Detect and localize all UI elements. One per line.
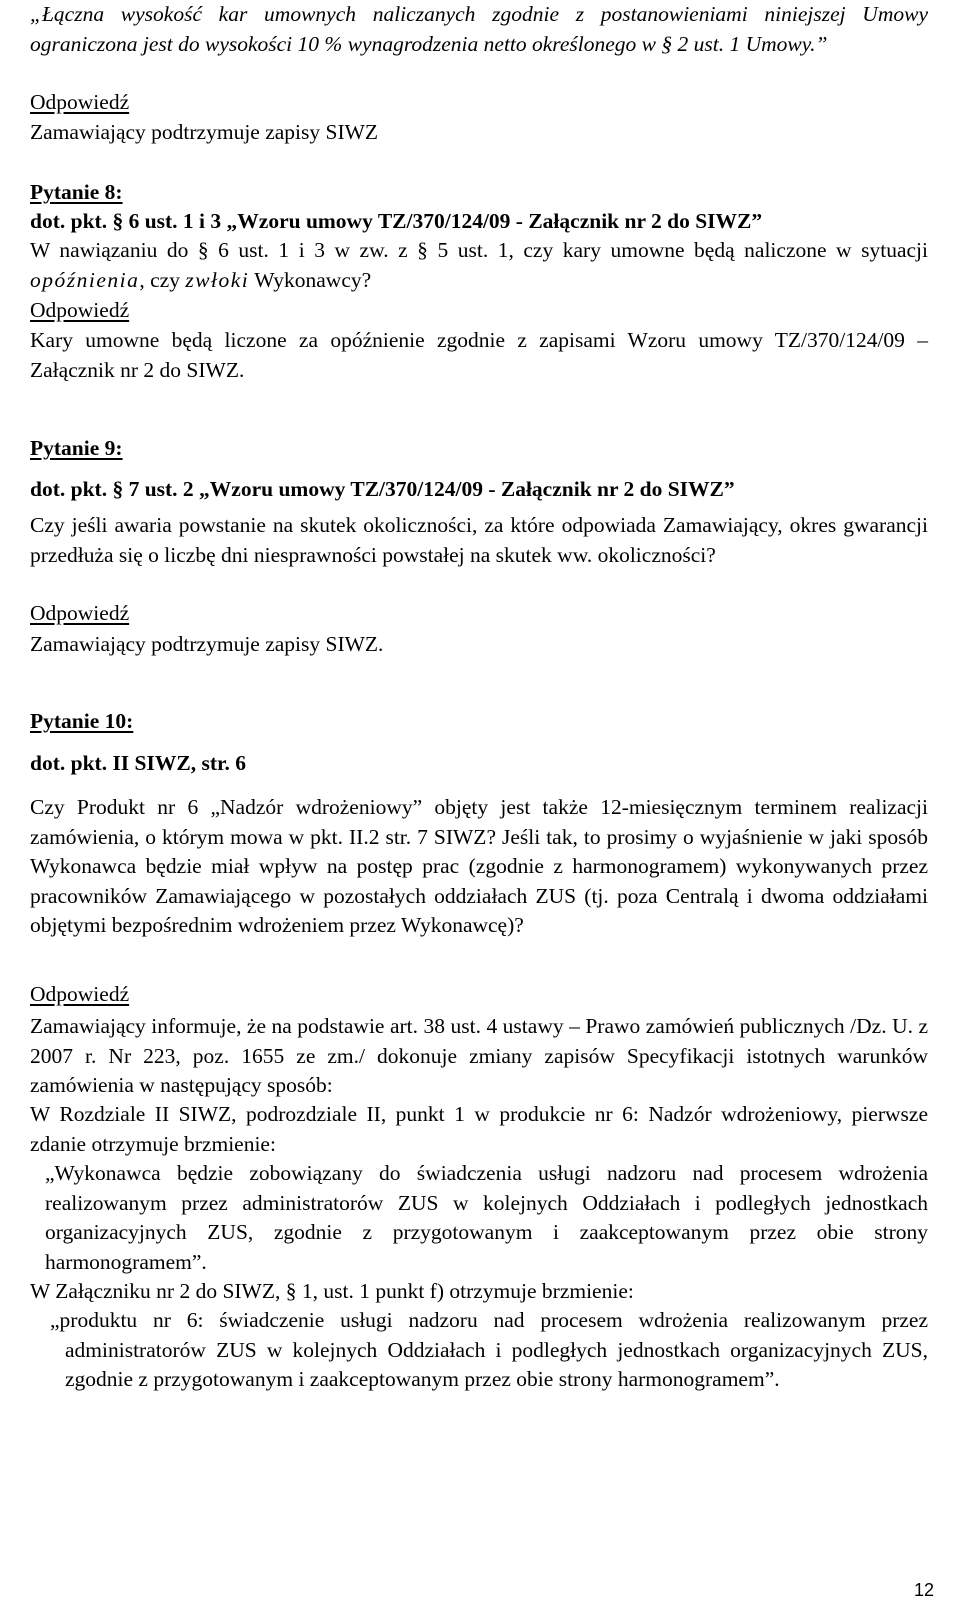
answer-10-paragraph-3: W Załączniku nr 2 do SIWZ, § 1, ust. 1 punkt f) otrzymuje brzmienie: [30, 1279, 634, 1303]
intro-quote: „Łączna wysokość kar umownych naliczanych zgodnie z postanowieniami niniejszej Umowy ograniczona jest do wysokości 10 % wynagrodzenia netto określonego w § 2 ust. 1 Umowy.” [30, 2, 928, 56]
question-10-heading: Pytanie 10: [30, 709, 134, 733]
question-8-heading: Pytanie 8: [30, 180, 123, 204]
question-8-reference: dot. pkt. § 6 ust. 1 i 3 „Wzoru umowy TZ/370/124/09 - Załącznik nr 2 do SIWZ” [30, 209, 763, 233]
question-9-text: Czy jeśli awaria powstanie na skutek okoliczności, za które odpowiada Zamawiający, okres gwarancji przedłuża się o liczbę dni niesprawności powstałej na skutek ww. okoliczności? [30, 513, 928, 567]
answer-10-quote-2: „produktu nr 6: świadczenie usługi nadzoru nad procesem wdrożenia realizowanym przez administratorów ZUS w kolejnych Oddziałach i podległych jednostkach organizacyjnych ZUS, zgodnie z przygotowanym i zaakceptowanym przez obie strony harmonogramem”. [50, 1308, 928, 1391]
page-number: 12 [913, 1580, 934, 1600]
question-8-text [30, 236, 928, 295]
answer-10-paragraph-2: W Rozdziale II SIWZ, podrozdziale II, punkt 1 w produkcie nr 6: Nadzór wdrożeniowy, pierwsze zdanie otrzymuje brzmienie: [30, 1102, 928, 1156]
question-8-emphasis-default: zwłoki [185, 267, 250, 292]
answer-label-9: Odpowiedź [30, 601, 130, 625]
answer-10-paragraph-1: Zamawiający informuje, że na podstawie art. 38 ust. 4 ustawy – Prawo zamówień publicznych /Dz. U. z 2007 r. Nr 223, poz. 1655 ze zm./ dokonuje zmiany zapisów Specyfikacji istotnych warunków zamówienia w następujący sposób: [30, 1014, 928, 1097]
answer-7: Zamawiający podtrzymuje zapisy SIWZ [30, 120, 379, 144]
answer-10-quote-1: „Wykonawca będzie zobowiązany do świadczenia usługi nadzoru nad procesem wdrożenia realizowanym przez administratorów ZUS w kolejnych Oddziałach i podległych jednostkach organizacyjnych ZUS, zgodnie z przygotowanym i zaakceptowanym przez obie strony harmonogramem”. [45, 1161, 928, 1274]
question-8-text-part: W nawiązaniu do § 6 ust. 1 i 3 w zw. z § 5 ust. 1, czy kary umowne będą naliczone w sytuacji [30, 238, 928, 262]
answer-label-7: Odpowiedź [30, 90, 130, 114]
question-8-emphasis-delay: opóźnienia [30, 267, 140, 292]
question-10-reference: dot. pkt. II SIWZ, str. 6 [30, 751, 247, 775]
answer-8: Kary umowne będą liczone za opóźnienie zgodnie z zapisami Wzoru umowy TZ/370/124/09 – Załącznik nr 2 do SIWZ. [30, 328, 928, 382]
question-8-text-part: Wykonawcy? [249, 267, 372, 292]
question-9-heading: Pytanie 9: [30, 436, 123, 460]
answer-9: Zamawiający podtrzymuje zapisy SIWZ. [30, 632, 384, 656]
question-10-text: Czy Produkt nr 6 „Nadzór wdrożeniowy” objęty jest także 12-miesięcznym terminem realizacji zamówienia, o którym mowa w pkt. II.2 str. 7 SIWZ? Jeśli tak, to prosimy o wyjaśnienie w jaki sposób Wykonawca będzie miał wpływ na postęp prac (zgodnie z harmonogramem) wykonywanych przez pracowników Zamawiającego w pozostałych oddziałach ZUS (tj. poza Centralą i dwoma oddziałami objętymi bezpośrednim wdrożeniem przez Wykonawcę)? [30, 795, 928, 937]
question-8-text-part: , czy [139, 267, 186, 292]
answer-label-8: Odpowiedź [30, 298, 130, 322]
question-9-reference: dot. pkt. § 7 ust. 2 „Wzoru umowy TZ/370/124/09 - Załącznik nr 2 do SIWZ” [30, 477, 735, 501]
answer-label-10: Odpowiedź [30, 982, 130, 1006]
